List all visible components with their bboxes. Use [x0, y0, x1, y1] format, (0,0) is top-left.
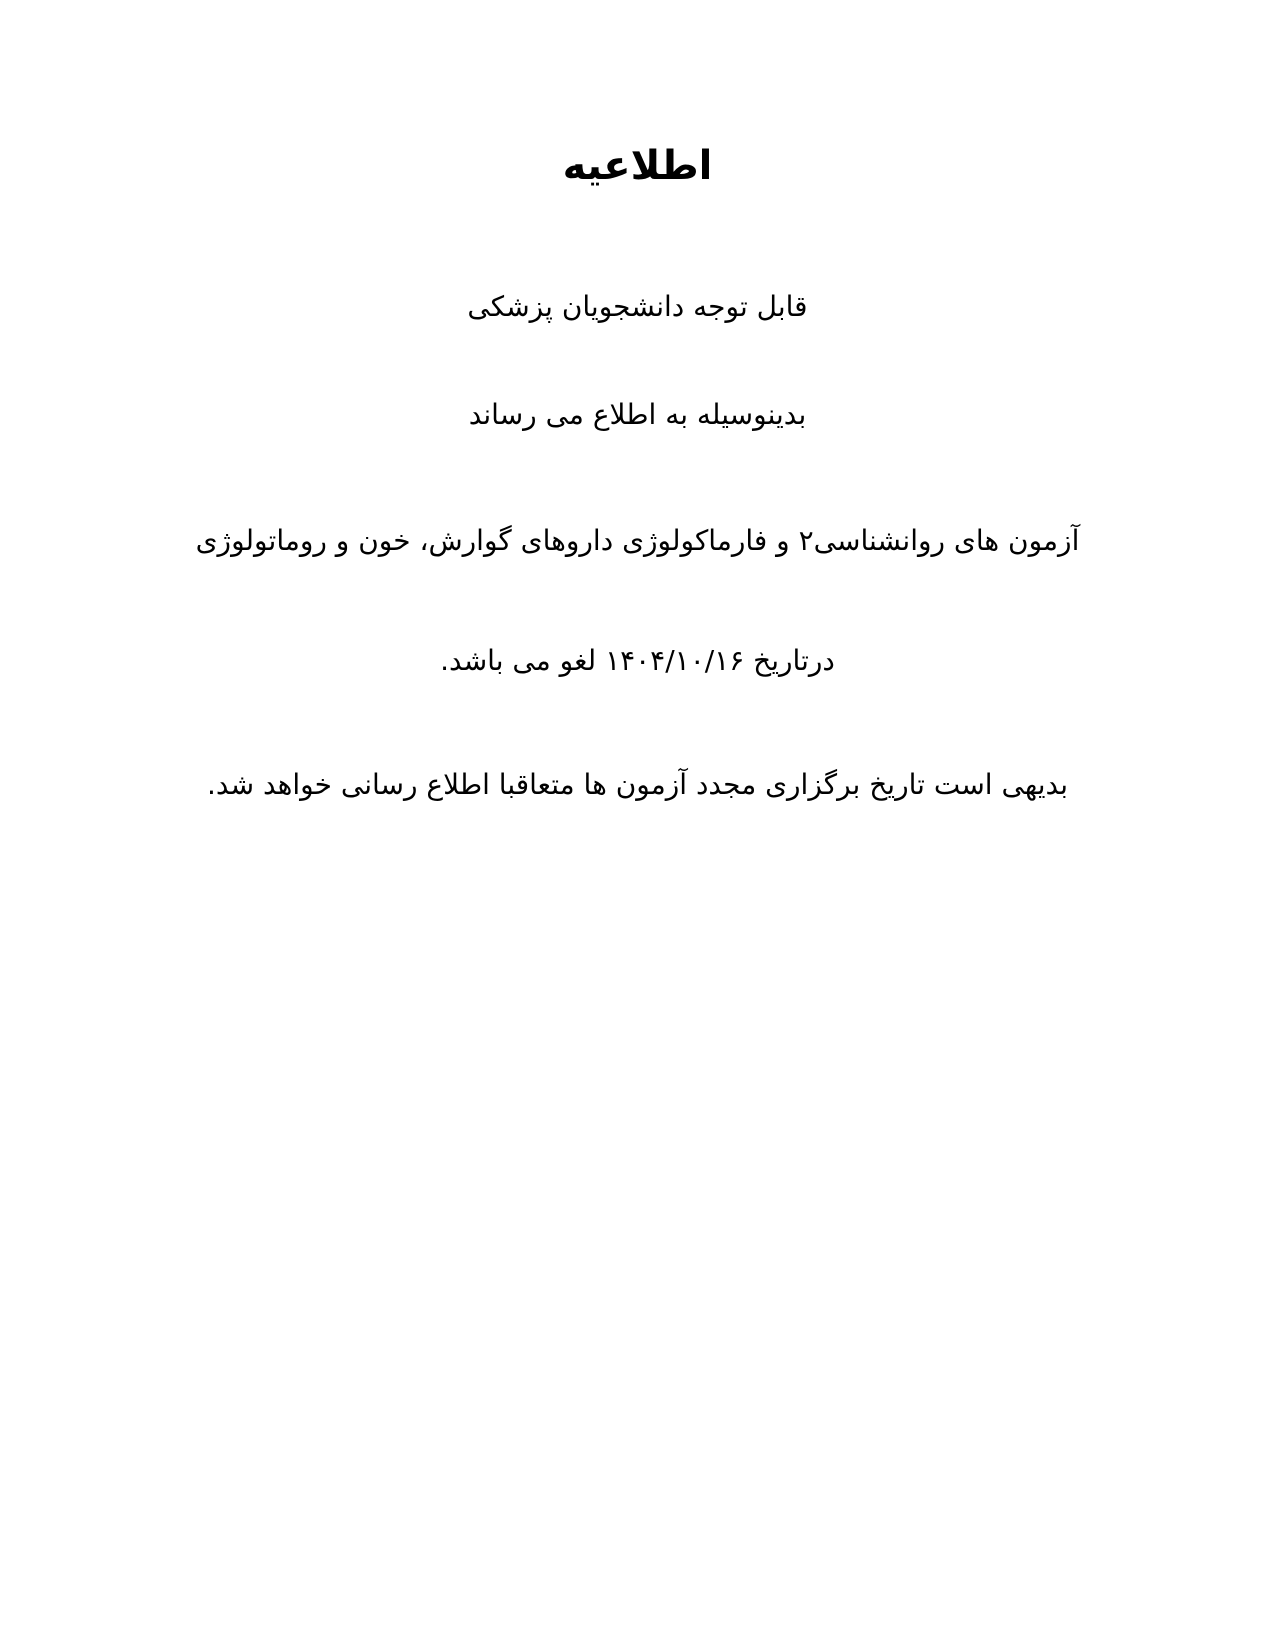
announcement-title: اطلاعیه — [562, 143, 713, 189]
exam-list-line: آزمون های روانشناسی۲ و فارماکولوژی داروهای گوارش، خون و روماتولوژی — [195, 524, 1080, 557]
addressee-line: قابل توجه دانشجویان پزشکی — [467, 290, 808, 323]
cancellation-date-line: درتاریخ ۱۴۰۴/۱۰/۱۶ لغو می باشد. — [440, 644, 835, 677]
closing-line: بدیهی است تاریخ برگزاری مجدد آزمون ها متعاقبا اطلاع رسانی خواهد شد. — [206, 768, 1069, 801]
intro-line: بدینوسیله به اطلاع می رساند — [468, 398, 807, 431]
